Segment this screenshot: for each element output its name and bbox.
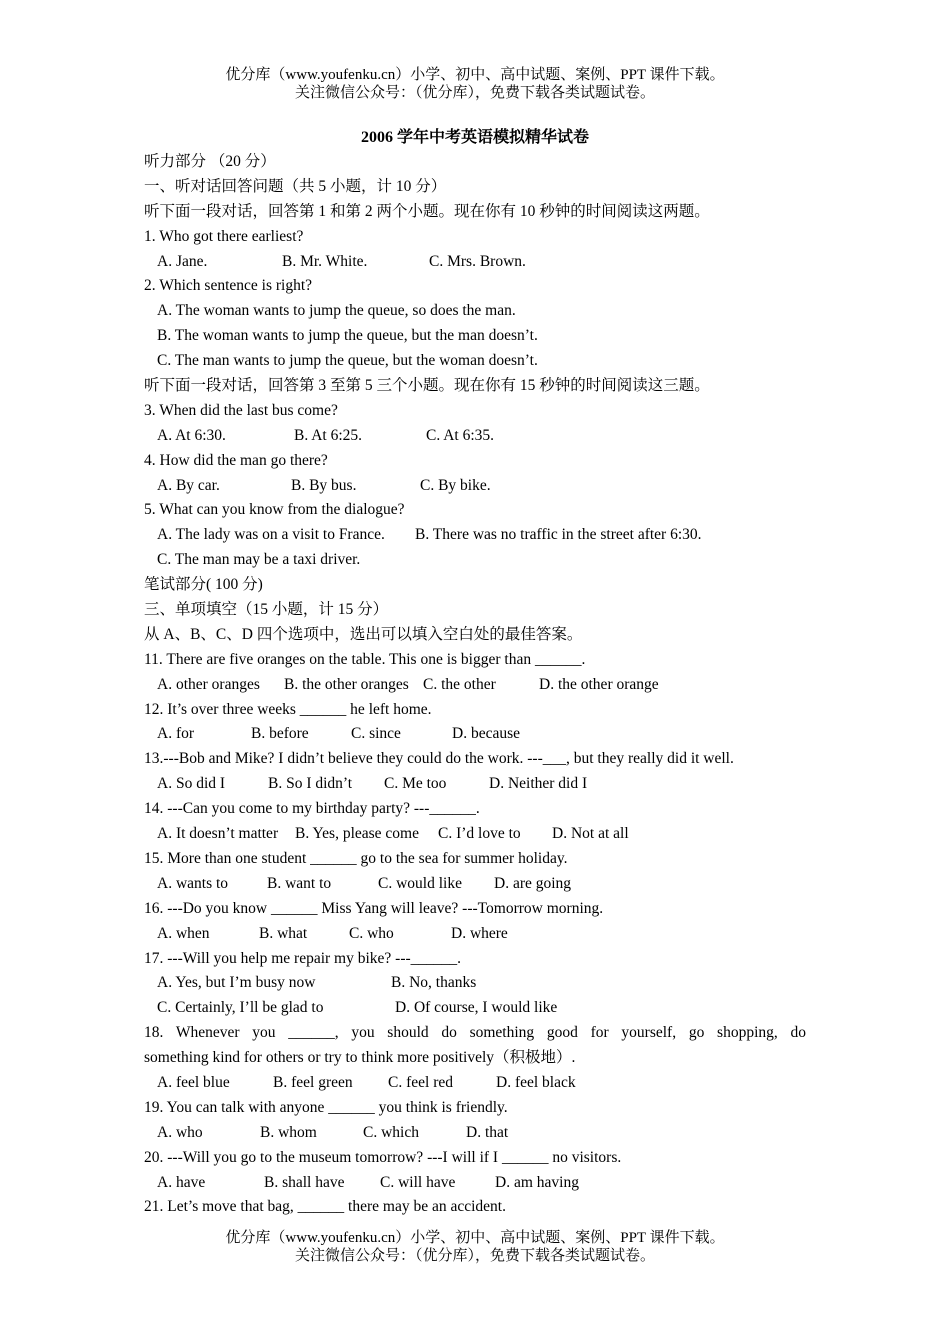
option: A. who [157,1123,203,1141]
question-3-options [144,424,806,449]
question-15-options [144,872,806,897]
option: C. which [363,1123,419,1141]
question-3: 3. When did the last bus come? [144,401,338,419]
question-1-options [144,250,806,275]
option: D. Not at all [552,825,629,843]
exam-content [144,126,806,1220]
question-2-option-a: A. The woman wants to jump the queue, so does the man. [157,302,516,320]
option: D. that [466,1123,509,1141]
question-5-option-c: C. The man may be a taxi driver. [157,551,361,569]
option: D. are going [494,874,572,892]
option: A. The lady was on a visit to France. [157,526,385,544]
question-4: 4. How did the man go there? [144,451,328,469]
option: D. the other orange [539,675,659,693]
option: B. what [259,924,308,942]
question-19-options [144,1121,806,1146]
page-footer [0,1229,950,1265]
option: A. other oranges [157,675,260,693]
question-19: 19. You can talk with anyone ______ you think is friendly. [144,1098,508,1116]
option: D. where [451,924,508,942]
question-13: 13.---Bob and Mike? I didn’t believe they could do the work. ---___, but they really did it well. [144,750,734,768]
option: C. At 6:35. [426,426,495,444]
page-header [0,66,950,102]
option: B. feel green [273,1073,353,1091]
option: D. am having [495,1173,579,1191]
listening-part-1: 一、听对话回答问题（共 5 小题，计 10 分） [144,177,447,195]
option: B. By bus. [291,476,357,494]
option: B. shall have [264,1173,345,1191]
option: D. Neither did I [489,775,588,793]
option: B. At 6:25. [294,426,363,444]
listening-instruction-1: 听下面一段对话，回答第 1 和第 2 两个小题。现在你有 10 秒钟的时间阅读这两题。 [144,202,710,220]
question-13-options [144,772,806,797]
option: C. Me too [384,775,447,793]
option: C. Certainly, I’ll be glad to [157,999,324,1017]
question-14-options [144,822,806,847]
option: A. It doesn’t matter [157,825,279,843]
question-11: 11. There are five oranges on the table. This one is bigger than ______. [144,650,586,668]
written-part-3: 三、单项填空（15 小题，计 15 分） [144,601,389,619]
option: B. whom [260,1123,317,1141]
question-17-options-cd [144,996,806,1021]
option: B. So I didn’t [268,775,353,793]
option: A. for [157,725,195,743]
question-15: 15. More than one student ______ go to the sea for summer holiday. [144,849,568,867]
option: D. because [452,725,520,743]
header-line-1: 优分库（www.youfenku.cn）小学、初中、高中试题、案例、PPT 课件下载。 [225,67,725,83]
option: C. feel red [388,1073,453,1091]
written-instruction: 从 A、B、C、D 四个选项中，选出可以填入空白处的最佳答案。 [144,625,583,643]
question-1: 1. Who got there earliest? [144,227,304,245]
written-heading: 笔试部分( 100 分) [144,576,263,594]
option: C. By bike. [420,476,491,494]
option: A. So did I [157,775,226,793]
question-21: 21. Let’s move that bag, ______ there may be an accident. [144,1198,506,1216]
question-12-options [144,722,806,747]
option: C. since [351,725,401,743]
option: C. I’d love to [438,825,521,843]
question-14: 14. ---Can you come to my birthday party? ---______. [144,800,480,818]
question-16: 16. ---Do you know ______ Miss Yang will leave? ---Tomorrow morning. [144,899,604,917]
option: A. wants to [157,874,229,892]
option: A. feel blue [157,1073,230,1091]
option: B. Yes, please come [295,825,419,843]
option: A. By car. [157,476,220,494]
option: A. Jane. [157,252,208,270]
option: C. would like [378,874,462,892]
question-2: 2. Which sentence is right? [144,277,313,295]
question-17-options-ab [144,971,806,996]
header-line-2: 关注微信公众号：（优分库），免费下载各类试题试卷。 [294,85,655,101]
option: B. want to [267,874,332,892]
option: B. Mr. White. [282,252,368,270]
option: A. Yes, but I’m busy now [157,974,316,992]
question-20: 20. ---Will you go to the museum tomorrow? ---I will if I ______ no visitors. [144,1148,622,1166]
option: A. when [157,924,210,942]
option: A. have [157,1173,206,1191]
question-20-options [144,1171,806,1196]
question-18-options [144,1071,806,1096]
question-12: 12. It’s over three weeks ______ he left home. [144,700,432,718]
option: D. feel black [496,1073,576,1091]
question-11-options [144,673,806,698]
listening-instruction-2: 听下面一段对话，回答第 3 至第 5 三个小题。现在你有 15 秒钟的时间阅读这三题。 [144,377,710,395]
question-4-options [144,474,806,499]
option: C. the other [423,675,496,693]
option: B. before [251,725,309,743]
option: B. There was no traffic in the street after 6:30. [415,526,702,544]
option: C. who [349,924,394,942]
question-16-options [144,922,806,947]
question-5: 5. What can you know from the dialogue? [144,501,405,519]
option: C. Mrs. Brown. [429,252,526,270]
question-17: 17. ---Will you help me repair my bike? ---______. [144,949,462,967]
question-2-option-b: B. The woman wants to jump the queue, but the man doesn’t. [157,327,538,345]
listening-heading: 听力部分 （20 分） [144,153,276,170]
option: C. will have [380,1173,456,1191]
option: B. No, thanks [391,974,477,992]
option: D. Of course, I would like [395,999,558,1017]
option: B. the other oranges [284,675,409,693]
footer-line-1: 优分库（www.youfenku.cn）小学、初中、高中试题、案例、PPT 课件下载。 [225,1230,725,1246]
question-5-options-ab [144,523,806,548]
footer-line-2: 关注微信公众号：（优分库），免费下载各类试题试卷。 [294,1248,655,1264]
option: A. At 6:30. [157,426,226,444]
question-18-line-1: 18. Whenever you ______, you should do something good for yourself, go shopping, do [144,1024,806,1042]
question-18-line-2: something kind for others or try to think more positively（积极地）. [144,1049,576,1067]
document-title: 2006 学年中考英语模拟精华试卷 [360,129,589,146]
question-2-option-c: C. The man wants to jump the queue, but the woman doesn’t. [157,352,538,370]
